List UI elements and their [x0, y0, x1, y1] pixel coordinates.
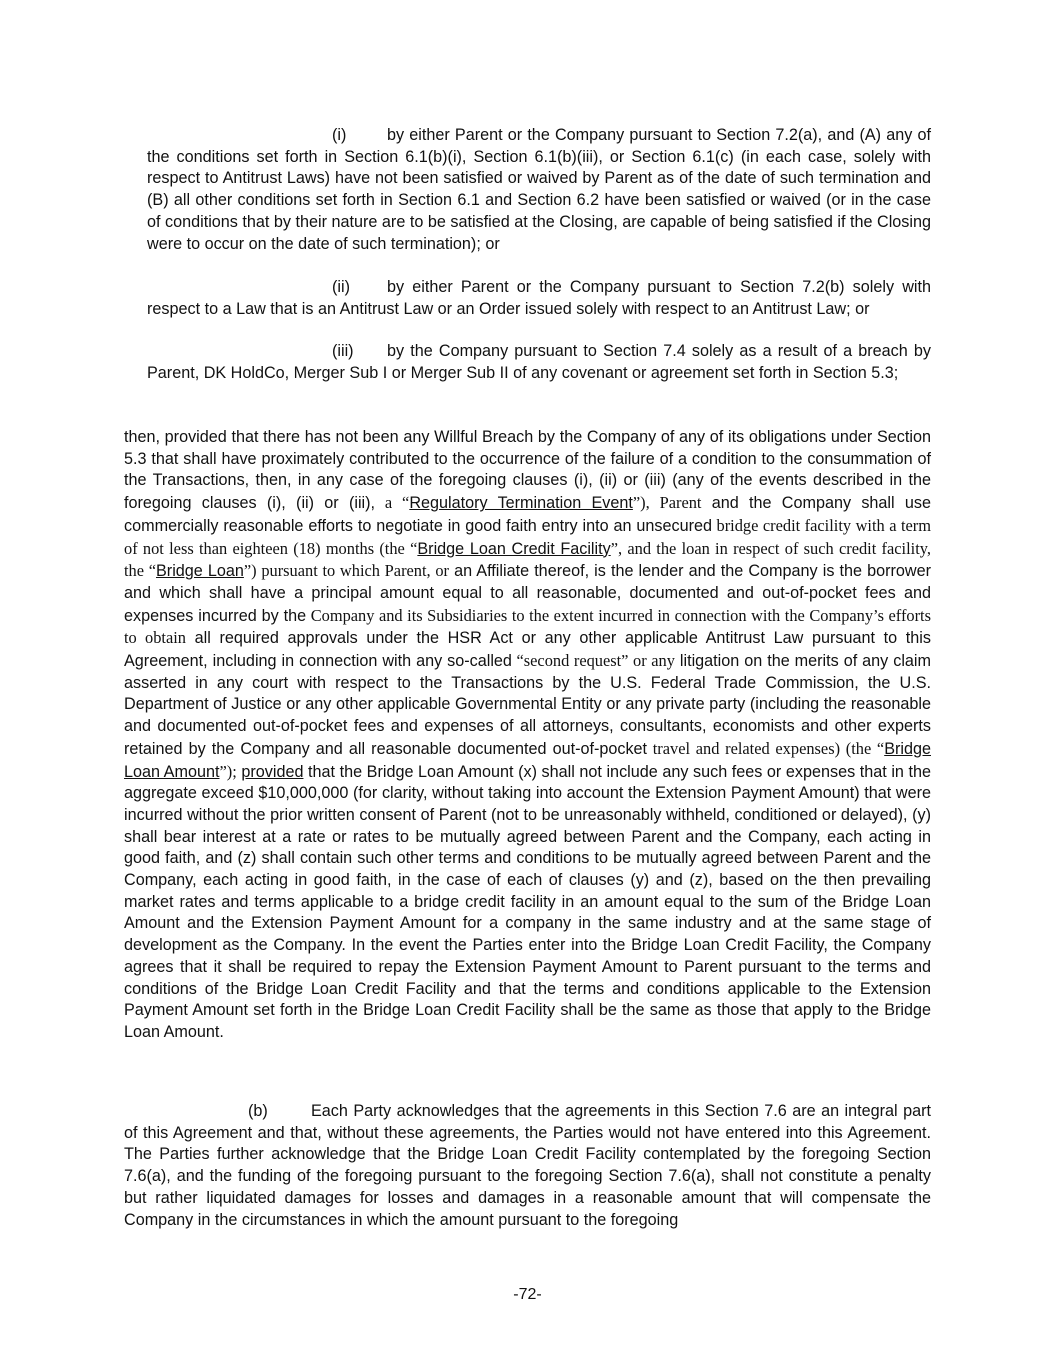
paragraph-text: litigation on the merits of any claim asserted in any court with respect to the Transactions by the U.S. Federal Trade Commission, the U.S. Department of Justice or any other applicable Governmental Entity or any private party (including the reasonable and documented out-of-pocket fees and expenses of all attorneys, consultants, economists and other experts retained by the Company and all reasonable documented out-of-pocket [124, 652, 932, 758]
clause-text: by the Company pursuant to Section 7.4 solely as a result of a breach by Parent, DK HoldCo, Merger Sub I or Merger Sub II of any covenant or agreement set forth in Section 5.3; [147, 342, 931, 382]
defined-term-bridge-loan-credit-facility: Bridge Loan Credit Facility [417, 539, 611, 558]
clause-i [147, 125, 931, 255]
clause-number: (ii) [332, 278, 350, 296]
paragraph-text: an Affiliate thereof, is the lender and the Company is the borrower and which shall have a principal amount equal to all reasonable, documented and out-of-pocket fees and expenses incurred by the [124, 562, 931, 625]
provided-term: provided [241, 762, 304, 781]
main-paragraph [124, 427, 931, 1044]
paragraph-text: and the Company shall use commercially reasonable efforts to negotiate in good faith entry into an unsecured [124, 494, 931, 535]
paragraph-text: “second request” or any [511, 651, 675, 671]
defined-term-bridge-loan: Bridge Loan [156, 562, 244, 581]
defined-term-bridge-loan-amount: Bridge Loan Amount [124, 739, 931, 781]
page-number: -72- [513, 1286, 542, 1303]
paragraph-text: ”); [219, 761, 237, 781]
subsection-b [124, 1101, 931, 1231]
clause-text: by either Parent or the Company pursuant to Section 7.2(a), and (A) any of the conditions set forth in Section 6.1(b)(i), Section 6.1(b)(iii), or Section 6.1(c) (in each case, solely with respect to Antitrust Laws) have not been satisfied or waived by Parent as of the date of such termination and (B) all other conditions set forth in Section 6.1 and Section 6.2 have been satisfied or waived (or in the case of conditions that by their nature are to be satisfied at the Closing, are capable of being satisfied if the Closing were to occur on the date of such termination); or [147, 126, 931, 253]
clause-number: (iii) [332, 342, 354, 360]
clause-number: (i) [332, 126, 347, 144]
clause-iii [147, 341, 931, 384]
paragraph-text: then, provided that there has not been any Willful Breach by the Company of any of its obligations under Section 5.3 that shall have proximately contributed to the occurrence of the failure of a condition to the consummation of the Transactions, then, in any case of the foregoing clauses (i), (ii) or (iii) (any of the events described in the foregoing clauses (i), (ii) or (iii), [124, 428, 931, 513]
subsection-number: (b) [248, 1102, 268, 1120]
subsection-text: Each Party acknowledges that the agreements in this Section 7.6 are an integral part of this Agreement and that, without these agreements, the Parties would not have entered into this Agreement. The Parties further acknowledge that the Bridge Loan Credit Facility contemplated by the foregoing Section 7.6(a), and the funding of the foregoing pursuant to the foregoing Section 7.6(a), shall not constitute a penalty but rather liquidated damages for losses and damages in a reasonable amount that will compensate the Company in the circumstances in which the amount pursuant to the foregoing [124, 1102, 931, 1229]
clause-text: by either Parent or the Company pursuant to Section 7.2(b) solely with respect to a Law that is an Antitrust Law or an Order issued solely with respect to an Antitrust Law; or [147, 278, 931, 318]
defined-term-regulatory-termination-event: Regulatory Termination Event [409, 494, 633, 513]
paragraph-text: that the Bridge Loan Amount (x) shall not include any such fees or expenses that in the aggregate exceed $10,000,000 (for clarity, without taking into account the Extension Payment Amount) that were incurred without the prior written consent of Parent (not to be unreasonably withheld, conditioned or delayed), (y) shall bear interest at a rate or rates to be mutually agreed between Parent and the Company, each acting in good faith, and (z) shall contain such other terms and conditions to be mutually agreed between Parent and the Company, each acting in good faith, in the case of each of clauses (y) and (z), based on the then prevailing market rates and terms applicable to a bridge credit facility in an amount equal to the sum of the Bridge Loan Amount and the Extension Payment Amount for a company in the same industry and at the same stage of development as the Company. In the event the Parties enter into the Bridge Loan Credit Facility, the Company agrees that it shall be required to repay the Extension Payment Amount to Parent pursuant to the terms and conditions of the Bridge Loan Credit Facility and that the terms and conditions applicable to the Extension Payment Amount set forth in the Bridge Loan Credit Facility shall be the same as those that apply to the Bridge Loan Amount. [124, 762, 931, 1041]
clause-ii [147, 277, 931, 320]
paragraph-text: travel and related expenses) (the “ [647, 738, 885, 758]
paragraph-text: bridge credit facility with a term of not less than eighteen (18) months (the “ [124, 515, 932, 558]
paragraph-text: a “ [375, 493, 410, 513]
paragraph-text: ”, and the loan in respect of such credit facility, the “ [124, 538, 931, 581]
paragraph-text: ”), Parent [632, 493, 702, 513]
paragraph-text: Company and its Subsidiaries to the extent incurred in connection with the Company’s efforts to obtain [124, 605, 931, 648]
paragraph-text: all required approvals under the HSR Act or any other applicable Antitrust Law pursuant to this Agreement, including in connection with any so-called [124, 629, 931, 671]
paragraph-text: ”) pursuant to which Parent, or [243, 561, 449, 581]
